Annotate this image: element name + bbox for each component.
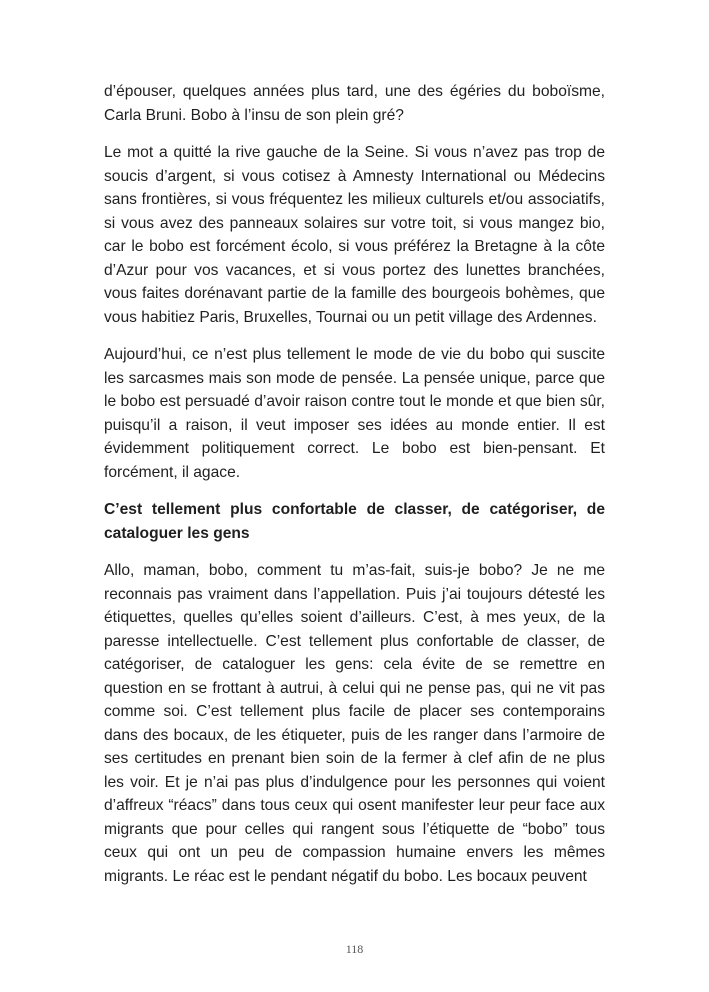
paragraph-allo-maman: Allo, maman, bobo, comment tu m’as-fait, suis-je bobo? Je ne me reconnais pas vraiment dans l’appellation. Puis j’ai toujours détesté les étiquettes, quelles qu’elles soient d’ailleurs. C’est, à mes yeux, de la paresse intellectuelle. C’est tellement plus confortable de classer, de catégoriser, de cataloguer les gens: cela évite de se remettre en question en se frottant à autrui, à celui qui ne pense pas, qui ne vit pas comme soi. C’est tellement plus facile de placer ses contemporains dans des bocaux, de les étiqueter, puis de les ranger dans l’armoire de ses certitudes en prenant bien soin de la fermer à clef afin de ne plus les voir. Et je n’ai pas plus d’indulgence pour les personnes qui voient d’affreux “réacs” dans tous ceux qui osent manifester leur peur face aux migrants que pour celles qui rangent sous l’étiquette de “bobo” tous ceux qui ont un peu de compassion humaine envers les mêmes migrants. Le réac est le pendant négatif du bobo. Les bocaux peuvent (104, 562, 605, 885)
paragraph-carla-bruni: d’épouser, quelques années plus tard, une des égéries du boboïsme, Carla Bruni. Bobo à l’insu de son plein gré? (104, 83, 605, 124)
page-body (104, 80, 605, 888)
paragraph-rive-gauche: Le mot a quitté la rive gauche de la Seine. Si vous n’avez pas trop de soucis d’argent, si vous cotisez à Amnesty International ou Médecins sans frontières, si vous fréquentez les milieux culturels et/ou associatifs, si vous avez des panneaux solaires sur votre toit, si vous mangez bio, car le bobo est forcément écolo, si vous préférez la Bretagne à la côte d’Azur pour vos vacances, et si vous portez des lunettes branchées, vous faites dorénavant partie de la famille des bourgeois bohèmes, que vous habitiez Paris, Bruxelles, Tournai ou un petit village des Ardennes. (104, 144, 605, 326)
section-heading: C’est tellement plus confortable de classer, de catégoriser, de cataloguer les gens (104, 501, 605, 542)
page-number: 118 (345, 942, 364, 956)
paragraph-mode-de-pensee: Aujourd’hui, ce n’est plus tellement le mode de vie du bobo qui suscite les sarcasmes mais son mode de pensée. La pensée unique, parce que le bobo est persuadé d’avoir raison contre tout le monde et que bien sûr, puisqu’il a raison, il veut imposer ses idées au monde entier. Il est évidemment politiquement correct. Le bobo est bien-pensant. Et forcément, il agace. (104, 346, 605, 481)
